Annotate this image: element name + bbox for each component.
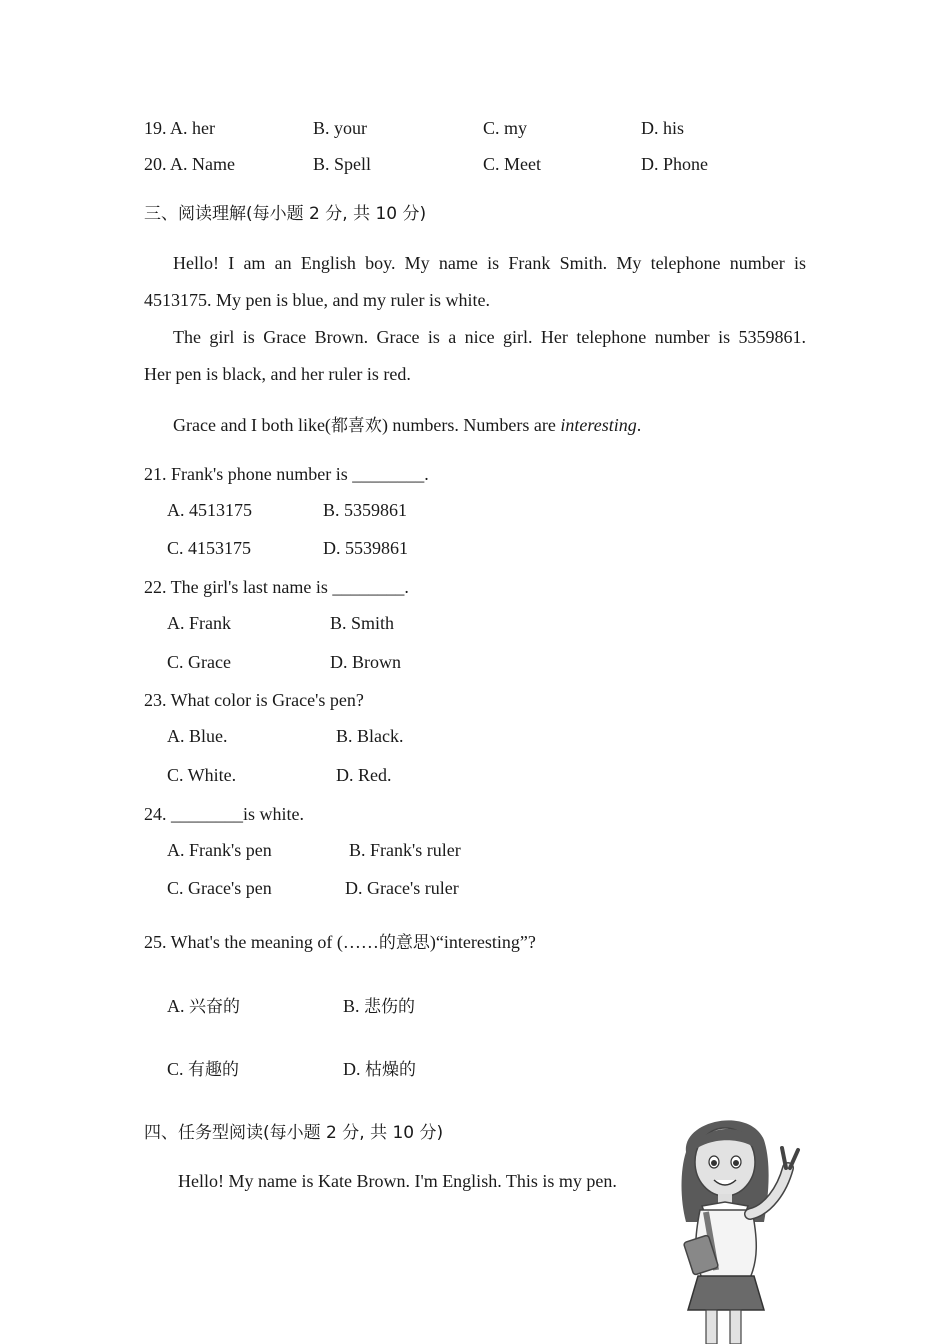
q25-stem-start: 25. What's the meaning of (…… (144, 932, 379, 952)
q22-stem: 22. The girl's last name is ________. (144, 577, 409, 597)
q24-stem: 24. ________is white. (144, 804, 304, 824)
q25-stem-cjk: 的意思 (378, 933, 430, 953)
q25-option-d-prefix: D. (343, 1059, 365, 1079)
kate-intro-line: Hello! My name is Kate Brown. I'm English. This is my pen. (178, 1171, 617, 1191)
q20-option-c: C. Meet (483, 154, 541, 174)
q23-option-b: B. Black. (336, 726, 404, 746)
q24-option-d: D. Grace's ruler (345, 878, 459, 898)
q24-option-c: C. Grace's pen (167, 878, 272, 898)
girl-waving-illustration-icon (672, 1110, 807, 1344)
q25-option-a-text: 兴奋的 (189, 997, 240, 1017)
section4-title: 四、任务型阅读(每小题 2 分, 共 10 分) (144, 1123, 444, 1143)
q19-option-c: C. my (483, 118, 528, 138)
q20-option-a: 20. A. Name (144, 154, 235, 174)
passage-p3 (173, 414, 641, 437)
passage-p3-end: . (636, 415, 642, 435)
q25-option-b (343, 995, 415, 1018)
q23-option-c: C. White. (167, 765, 237, 785)
q23-option-a: A. Blue. (167, 726, 228, 746)
q23-option-d: D. Red. (336, 765, 392, 785)
q22-option-a: A. Frank (167, 613, 231, 633)
q25-option-c-prefix: C. (167, 1059, 189, 1079)
passage-p1-line1: Hello! I am an English boy. My name is Frank Smith. My telephone number is (173, 253, 806, 273)
q20-option-d: D. Phone (641, 154, 708, 174)
q21-option-d: D. 5539861 (323, 538, 408, 558)
q21-option-b: B. 5359861 (323, 500, 408, 520)
q24-option-b: B. Frank's ruler (349, 840, 461, 860)
q19-option-a: 19. A. her (144, 118, 215, 138)
q21-option-c: C. 4153175 (167, 538, 252, 558)
section3-title: 三、阅读理解(每小题 2 分, 共 10 分) (144, 204, 427, 224)
q25-option-a-prefix: A. (167, 996, 189, 1016)
q21-option-a: A. 4513175 (167, 500, 252, 520)
q25-option-b-text: 悲伤的 (364, 997, 416, 1017)
q25-stem (144, 931, 536, 954)
passage-p2-line1: The girl is Grace Brown. Grace is a nice girl. Her telephone number is 5359861. (173, 327, 806, 347)
q25-option-d-text: 枯燥的 (365, 1060, 416, 1080)
passage-p3-mid: ) numbers. Numbers are (381, 415, 561, 435)
passage-p3-start: Grace and I both like( (173, 415, 331, 435)
q25-option-c (167, 1058, 239, 1081)
passage-p2-line2: Her pen is black, and her ruler is red. (144, 364, 411, 384)
q25-option-c-text: 有趣的 (188, 1060, 240, 1080)
q22-option-b: B. Smith (330, 613, 395, 633)
reading-passage (144, 245, 806, 393)
q24-option-a: A. Frank's pen (167, 840, 272, 860)
q22-option-c: C. Grace (167, 652, 231, 672)
q20-option-b: B. Spell (313, 154, 372, 174)
q25-option-a (167, 995, 240, 1018)
q25-option-b-prefix: B. (343, 996, 365, 1016)
q19-option-b: B. your (313, 118, 367, 138)
q23-stem: 23. What color is Grace's pen? (144, 690, 364, 710)
q25-stem-end: )“interesting”? (429, 932, 536, 952)
q22-option-d: D. Brown (330, 652, 401, 672)
q21-stem: 21. Frank's phone number is ________. (144, 464, 429, 484)
q19-option-d: D. his (641, 118, 685, 138)
passage-p3-cjk: 都喜欢 (330, 416, 382, 436)
passage-p3-emphasis: interesting (560, 415, 637, 435)
q25-option-d (343, 1058, 416, 1081)
passage-p1-line2: 4513175. My pen is blue, and my ruler is white. (144, 290, 490, 310)
